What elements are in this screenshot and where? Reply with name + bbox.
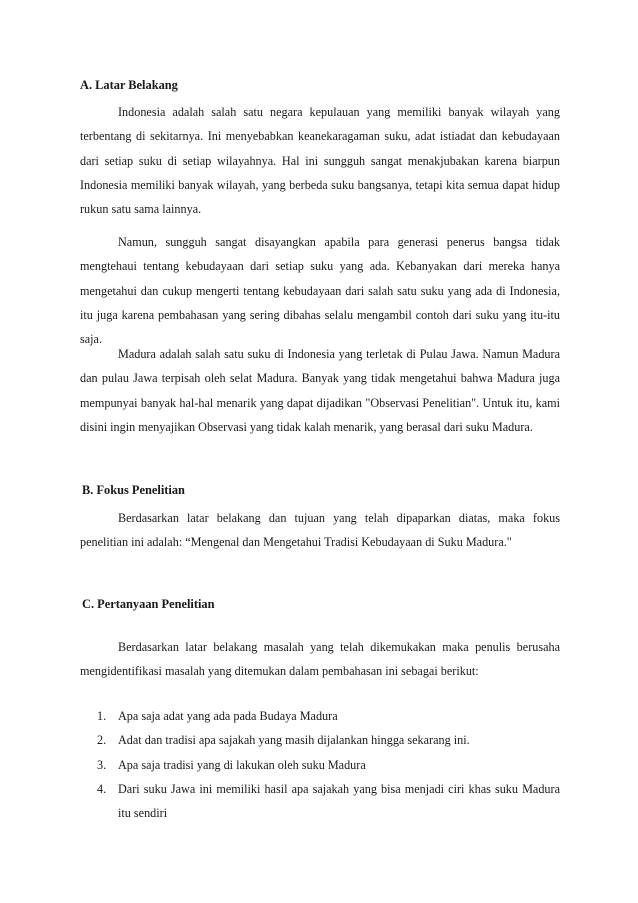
paragraph-fokus-text: Berdasarkan latar belakang dan tujuan yang telah dipaparkan diatas, maka fokus penelitian ini adalah: “Mengenal dan Mengetahui Tradisi Kebudayaan di Suku Madura." <box>80 511 560 550</box>
list-item-text: Adat dan tradisi apa sajakah yang masih dijalankan hingga sekarang ini. <box>118 733 470 748</box>
list-item-text: Apa saja tradisi yang di lakukan oleh suku Madura <box>118 757 366 772</box>
list-item <box>80 777 560 826</box>
list-item <box>80 753 560 777</box>
heading-fokus-penelitian: B. Fokus Penelitian <box>82 483 185 497</box>
paragraph-latar-2-text: Namun, sungguh sangat disayangkan apabila para generasi penerus bangsa tidak mengtehaui tentang kebudayaan dari setiap suku yang ada. Kebanyakan dari mereka hanya mengetahui dan cukup mengerti tentang kebudayaan dari salah satu suku yang ada di Indonesia, itu juga karena pembahasan yang sering dibahas selalu mengambil contoh dari suku yang itu-itu saja. <box>80 235 560 347</box>
list-number: 3. <box>97 757 107 772</box>
paragraph-latar-3 <box>80 342 560 439</box>
research-questions-list <box>80 704 560 825</box>
list-item-text: Apa saja adat yang ada pada Budaya Madura <box>118 709 338 723</box>
paragraph-pertanyaan-text: Berdasarkan latar belakang masalah yang telah dikemukakan maka penulis berusaha mengidentifikasi masalah yang ditemukan dalam pembahasan ini sebagai berikut: <box>80 640 560 679</box>
list-item-text: Dari suku Jawa ini memiliki hasil apa sajakah yang bisa menjadi ciri khas suku Madura itu sendiri <box>118 781 560 821</box>
heading-pertanyaan-penelitian: C. Pertanyaan Penelitian <box>82 597 215 611</box>
list-item <box>80 704 560 728</box>
paragraph-latar-1 <box>80 100 560 221</box>
paragraph-latar-2 <box>80 230 560 351</box>
paragraph-latar-3-text: Madura adalah salah satu suku di Indonesia yang terletak di Pulau Jawa. Namun Madura dan pulau Jawa terpisah oleh selat Madura. Banyak yang tidak mengetahui bahwa Madura juga mempunyai banyak hal-hal menarik yang dapat dijadikan "Observasi Penelitian". Untuk itu, kami disini ingin menyajikan Observasi yang tidak kalah menarik, yang berasal dari suku Madura. <box>80 347 560 434</box>
paragraph-latar-1-text: Indonesia adalah salah satu negara kepulauan yang memiliki banyak wilayah yang terbentang di sekitarnya. Ini menyebabkan keanekaragaman suku, adat istiadat dan kebudayaan dari setiap suku di setiap wilayahnya. Hal ini sungguh sangat menakjubakan karena biarpun Indonesia memiliki banyak wilayah, yang berbeda suku bangsanya, tetapi kita semua dapat hidup rukun satu sama lainnya. <box>80 105 560 217</box>
list-number: 1. <box>97 709 107 723</box>
list-item <box>80 728 560 752</box>
heading-latar-belakang: A. Latar Belakang <box>80 78 178 92</box>
list-number: 2. <box>97 733 107 748</box>
paragraph-pertanyaan <box>80 635 560 684</box>
list-number: 4. <box>97 781 107 796</box>
paragraph-fokus <box>80 506 560 555</box>
